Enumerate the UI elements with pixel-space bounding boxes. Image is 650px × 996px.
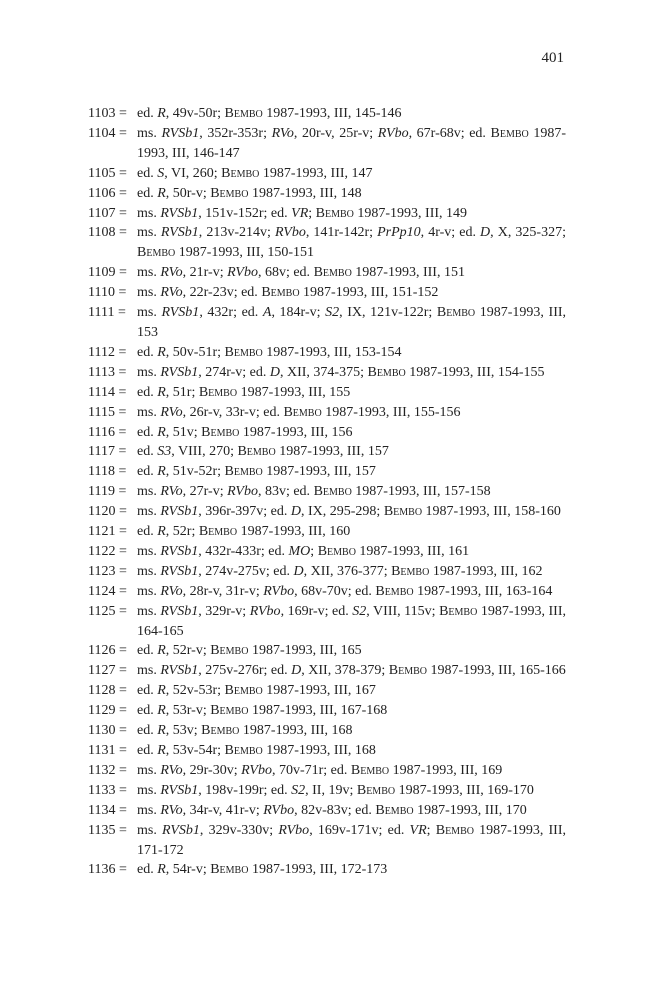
entry-number: 1107 = <box>88 205 127 221</box>
entry-row <box>88 741 566 761</box>
entry-row <box>88 562 566 582</box>
entry-row <box>88 204 566 224</box>
entry-text: ed. R, 51v-52r; Bembo 1987-1993, III, 157 <box>137 464 376 480</box>
entry-text: ed. R, 49v-50r; Bembo 1987-1993, III, 145-146 <box>137 106 402 121</box>
entry-row <box>88 681 566 701</box>
entry-text: ms. RVSb1, 198v-199r; ed. S2, II, 19v; Bembo 1987-1993, III, 169-170 <box>137 782 534 798</box>
entry-row <box>88 164 566 184</box>
entry-row <box>88 602 566 642</box>
entry-number: 1112 = <box>88 344 127 360</box>
entry-number: 1125 = <box>88 603 127 619</box>
entry-number: 1132 = <box>88 762 127 778</box>
entry-number: 1106 = <box>88 185 127 201</box>
entry-number: 1134 = <box>88 802 127 818</box>
entry-text: ms. RVo, 22r-23v; ed. Bembo 1987-1993, III, 151-152 <box>137 285 439 301</box>
entry-number: 1129 = <box>88 703 127 719</box>
entry-text: ms. RVSb1, 275v-276r; ed. D, XII, 378-379; Bembo 1987-1993, III, 165-166 <box>137 663 566 679</box>
entry-row <box>88 502 566 522</box>
entry-number: 1126 = <box>88 643 127 659</box>
entry-row <box>88 184 566 204</box>
entry-row <box>88 104 566 124</box>
entry-text: ms. RVSb1, 352r-353r; RVo, 20r-v, 25r-v; RVbo, 67r-68v; ed. Bembo 1987-1993, III, 146-147 <box>137 125 566 161</box>
entry-row <box>88 423 566 443</box>
entry-number: 1103 = <box>88 106 127 121</box>
entry-row <box>88 641 566 661</box>
entry-number: 1105 = <box>88 165 127 181</box>
entry-text: ed. R, 51v; Bembo 1987-1993, III, 156 <box>137 424 353 440</box>
entry-row <box>88 383 566 403</box>
entry-row <box>88 761 566 781</box>
entry-row <box>88 801 566 821</box>
entry-text: ms. RVSb1, 329v-330v; RVbo, 169v-171v; ed. VR; Bembo 1987-1993, III, 171-172 <box>137 822 566 858</box>
entry-number: 1111 = <box>88 305 126 321</box>
entry-text: ms. RVo, 34r-v, 41r-v; RVbo, 82v-83v; ed. Bembo 1987-1993, III, 170 <box>137 802 527 818</box>
entry-number: 1114 = <box>88 384 127 400</box>
entry-row <box>88 263 566 283</box>
entry-row <box>88 343 566 363</box>
entry-text: ms. RVSb1, 329r-v; RVbo, 169r-v; ed. S2, VIII, 115v; Bembo 1987-1993, III, 164-165 <box>137 603 566 639</box>
entry-text: ms. RVo, 28r-v, 31r-v; RVbo, 68v-70v; ed. Bembo 1987-1993, III, 163-164 <box>137 583 553 599</box>
entry-row <box>88 661 566 681</box>
entry-row <box>88 821 566 861</box>
entry-number: 1118 = <box>88 464 127 480</box>
entry-row <box>88 403 566 423</box>
entry-number: 1136 = <box>88 862 127 878</box>
entry-text: ms. RVSb1, 151v-152r; ed. VR; Bembo 1987-1993, III, 149 <box>137 205 468 221</box>
entry-row <box>88 223 566 263</box>
entry-text: ed. R, 52r-v; Bembo 1987-1993, III, 165 <box>137 643 362 659</box>
entry-number: 1133 = <box>88 782 127 798</box>
entry-row <box>88 303 566 343</box>
entry-row <box>88 124 566 164</box>
entry-text: ed. R, 50v-51r; Bembo 1987-1993, III, 153-154 <box>137 344 402 360</box>
entry-row <box>88 721 566 741</box>
entry-text: ms. RVo, 21r-v; RVbo, 68v; ed. Bembo 1987-1993, III, 151 <box>137 265 465 281</box>
entry-text: ms. RVSb1, 274r-v; ed. D, XII, 374-375; Bembo 1987-1993, III, 154-155 <box>137 364 545 380</box>
entry-row <box>88 542 566 562</box>
entry-text: ed. R, 50r-v; Bembo 1987-1993, III, 148 <box>137 185 362 201</box>
entry-number: 1109 = <box>88 265 127 281</box>
entry-number: 1119 = <box>88 484 127 500</box>
entry-text: ms. RVSb1, 432r-433r; ed. MO; Bembo 1987-1993, III, 161 <box>137 543 470 559</box>
entry-text: ed. R, 53v; Bembo 1987-1993, III, 168 <box>137 723 353 739</box>
entry-row <box>88 781 566 801</box>
entry-text: ms. RVSb1, 432r; ed. A, 184r-v; S2, IX, 121v-122r; Bembo 1987-1993, III, 153 <box>137 305 567 340</box>
entry-number: 1122 = <box>88 543 127 559</box>
entry-list <box>88 104 566 880</box>
entry-row <box>88 442 566 462</box>
entry-text: ms. RVo, 27r-v; RVbo, 83v; ed. Bembo 1987-1993, III, 157-158 <box>137 484 491 500</box>
entry-number: 1121 = <box>88 524 127 540</box>
entry-text: ed. R, 54r-v; Bembo 1987-1993, III, 172-173 <box>137 862 388 878</box>
entry-row <box>88 283 566 303</box>
entry-number: 1123 = <box>88 563 127 579</box>
entry-text: ms. RVSb1, 396r-397v; ed. D, IX, 295-298; Bembo 1987-1993, III, 158-160 <box>137 504 561 520</box>
entry-text: ms. RVSb1, 274v-275v; ed. D, XII, 376-377; Bembo 1987-1993, III, 162 <box>137 563 543 579</box>
entry-text: ms. RVo, 26r-v, 33r-v; ed. Bembo 1987-1993, III, 155-156 <box>137 404 461 420</box>
entry-number: 1124 = <box>88 583 127 599</box>
entry-row <box>88 522 566 542</box>
entry-text: ed. R, 52v-53r; Bembo 1987-1993, III, 167 <box>137 683 376 699</box>
entry-number: 1120 = <box>88 504 127 520</box>
entry-text: ed. S, VI, 260; Bembo 1987-1993, III, 147 <box>137 165 373 181</box>
entry-row <box>88 701 566 721</box>
entry-number: 1117 = <box>88 444 127 460</box>
entry-number: 1128 = <box>88 683 127 699</box>
entry-text: ed. R, 52r; Bembo 1987-1993, III, 160 <box>137 524 351 540</box>
entry-text: ed. R, 53r-v; Bembo 1987-1993, III, 167-168 <box>137 703 388 719</box>
entry-number: 1131 = <box>88 743 127 758</box>
entry-number: 1115 = <box>88 404 127 420</box>
entry-number: 1135 = <box>88 822 127 838</box>
entry-text: ed. S3, VIII, 270; Bembo 1987-1993, III, 157 <box>137 444 389 460</box>
entry-number: 1116 = <box>88 424 127 440</box>
entry-number: 1104 = <box>88 125 127 141</box>
entry-text: ms. RVSb1, 213v-214v; RVbo, 141r-142r; PrPp10, 4r-v; ed. D, X, 325-327; Bembo 1987-1993, III, 150-151 <box>137 225 566 261</box>
entry-number: 1110 = <box>88 285 127 301</box>
entry-row <box>88 462 566 482</box>
entry-number: 1127 = <box>88 663 127 679</box>
entry-row <box>88 860 566 880</box>
entry-text: ed. R, 51r; Bembo 1987-1993, III, 155 <box>137 384 351 400</box>
entry-number: 1130 = <box>88 723 127 739</box>
entry-number: 1113 = <box>88 364 127 380</box>
entry-row <box>88 482 566 502</box>
entry-text: ms. RVo, 29r-30v; RVbo, 70v-71r; ed. Bembo 1987-1993, III, 169 <box>137 762 503 778</box>
entry-row <box>88 582 566 602</box>
page-number: 401 <box>541 50 564 66</box>
entry-row <box>88 363 566 383</box>
entry-number: 1108 = <box>88 225 127 241</box>
entry-text: ed. R, 53v-54r; Bembo 1987-1993, III, 168 <box>137 743 376 758</box>
